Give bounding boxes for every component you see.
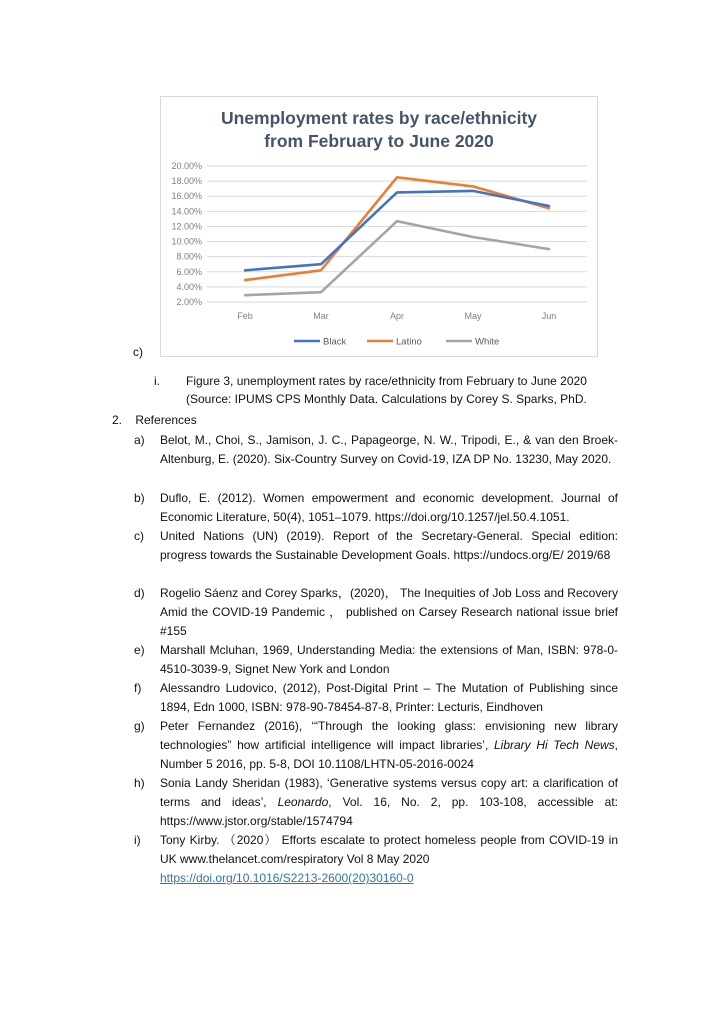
reference-item (134, 679, 618, 717)
figure-caption (154, 372, 618, 408)
references-label: References (135, 413, 197, 427)
x-tick-label: Mar (313, 311, 329, 321)
reference-mark: a) (134, 433, 145, 447)
y-tick-label: 2.00% (176, 297, 202, 307)
references-number: 2. (112, 413, 123, 427)
chart-series (245, 177, 549, 295)
chart-canvas (161, 97, 597, 356)
reference-mark: b) (134, 491, 145, 505)
reference-text: United Nations (UN) (2019). Report of the Secretary-General. Special edition: progress towards the Sustainable Development Goals. https://undocs.org/E/ 2019/68 (160, 529, 618, 562)
reference-item (134, 641, 618, 679)
y-tick-label: 12.00% (171, 221, 202, 232)
y-tick-label: 10.00% (171, 236, 202, 247)
reference-mark: d) (134, 586, 145, 600)
reference-text-prefix: Peter Fernandez (2016), ‘“Through the looking glass: envisioning new library technologies” how artificial intelligence will impact libraries’, (160, 719, 618, 752)
y-tick-label: 8.00% (176, 251, 202, 262)
caption-text: Figure 3, unemployment rates by race/ethnicity from February to June 2020 (Source: IPUMS CPS Monthly Data. Calculations by Corey S. Sparks, PhD. (186, 374, 587, 406)
legend-label: Latino (396, 336, 422, 348)
journal-title: Library Hi Tech News (493, 738, 615, 752)
y-tick-label: 20.00% (171, 161, 202, 171)
reference-text-suffix: , Number 5 2016, pp. 5-8, DOI 10.1108/LHTN-05-2016-0024 (160, 738, 618, 771)
series-line-black (245, 191, 549, 270)
reference-mark: f) (134, 681, 142, 695)
reference-text: Duflo, E. (2012). Women empowerment and economic development. Journal of Economic Literature, 50(4), 1051–1079. https://doi.org/10.1257/jel.50.4.1051. (160, 491, 618, 524)
reference-item (134, 431, 618, 469)
chart-legend (294, 337, 499, 348)
y-tick-label: 6.00% (176, 266, 202, 277)
y-tick-label: 14.00% (171, 206, 202, 217)
y-axis-ticks (171, 161, 202, 307)
chart-gridlines (207, 166, 587, 302)
y-tick-label: 18.00% (171, 176, 202, 187)
reference-text-prefix: Sonia Landy Sheridan (1983), ‘Generative systems versus copy art: a clarification of terms and ideas’, (160, 776, 618, 809)
reference-text-suffix: , Vol. 16, No. 2, pp. 103-108, accessible at: https://www.jstor.org/stable/1574794 (160, 795, 618, 828)
reference-item (134, 527, 618, 565)
x-tick-label: Jun (541, 311, 557, 321)
reference-text: Belot, M., Choi, S., Jamison, J. C., Papageorge, N. W., Tripodi, E., & van den Broek-Altenburg, E. (2020). Six-Country Survey on Covid-19, IZA DP No. 13230, May 2020. (160, 433, 618, 466)
x-axis-ticks (237, 311, 556, 321)
reference-mark: g) (134, 719, 145, 733)
chart-title-line-2: from February to June 2020 (264, 131, 494, 151)
caption-number: i. (154, 374, 160, 388)
series-line-white (245, 221, 549, 295)
references-heading (112, 411, 197, 429)
x-tick-label: May (464, 311, 482, 321)
reference-text: Tony Kirby. （2020） Efforts escalate to protect homeless people from COVID-19 in UK www.thelancet.com/respiratory Vol 8 May 2020 (160, 833, 618, 866)
figure-list-marker: c) (133, 345, 143, 359)
line-chart (160, 96, 598, 357)
legend-label: White (475, 336, 500, 348)
reference-text: Alessandro Ludovico, (2012), Post-Digital Print – The Mutation of Publishing since 1894, Edn 1000, ISBN: 978-90-78454-87-8, Printer: Lecturis, Eindhoven (160, 681, 618, 714)
reference-mark: h) (134, 776, 145, 790)
reference-item (134, 489, 618, 527)
reference-mark: c) (134, 529, 144, 543)
reference-text: Marshall Mcluhan, 1969, Understanding Media: the extensions of Man, ISBN: 978-0-4510-3039-9, Signet New York and London (160, 643, 618, 676)
reference-item (134, 831, 618, 888)
y-tick-label: 4.00% (176, 281, 202, 292)
reference-item (134, 774, 618, 831)
reference-item (134, 584, 618, 641)
reference-item (134, 717, 618, 774)
reference-mark: i) (134, 833, 141, 847)
doi-link[interactable]: https://doi.org/10.1016/S2213-2600(20)30160-0 (160, 871, 414, 885)
x-tick-label: Feb (237, 311, 253, 321)
chart-title-line-1: Unemployment rates by race/ethnicity (220, 108, 538, 128)
x-tick-label: Apr (389, 311, 405, 321)
reference-text: Rogelio Sáenz and Corey Sparks，(2020)， The Inequities of Job Loss and Recovery Amid the COVID-19 Pandemic ， published on Carsey Research national issue brief #155 (160, 586, 618, 638)
journal-title: Leonardo (277, 795, 329, 809)
y-tick-label: 16.00% (171, 191, 202, 202)
reference-mark: e) (134, 643, 145, 657)
legend-label: Black (323, 336, 347, 348)
